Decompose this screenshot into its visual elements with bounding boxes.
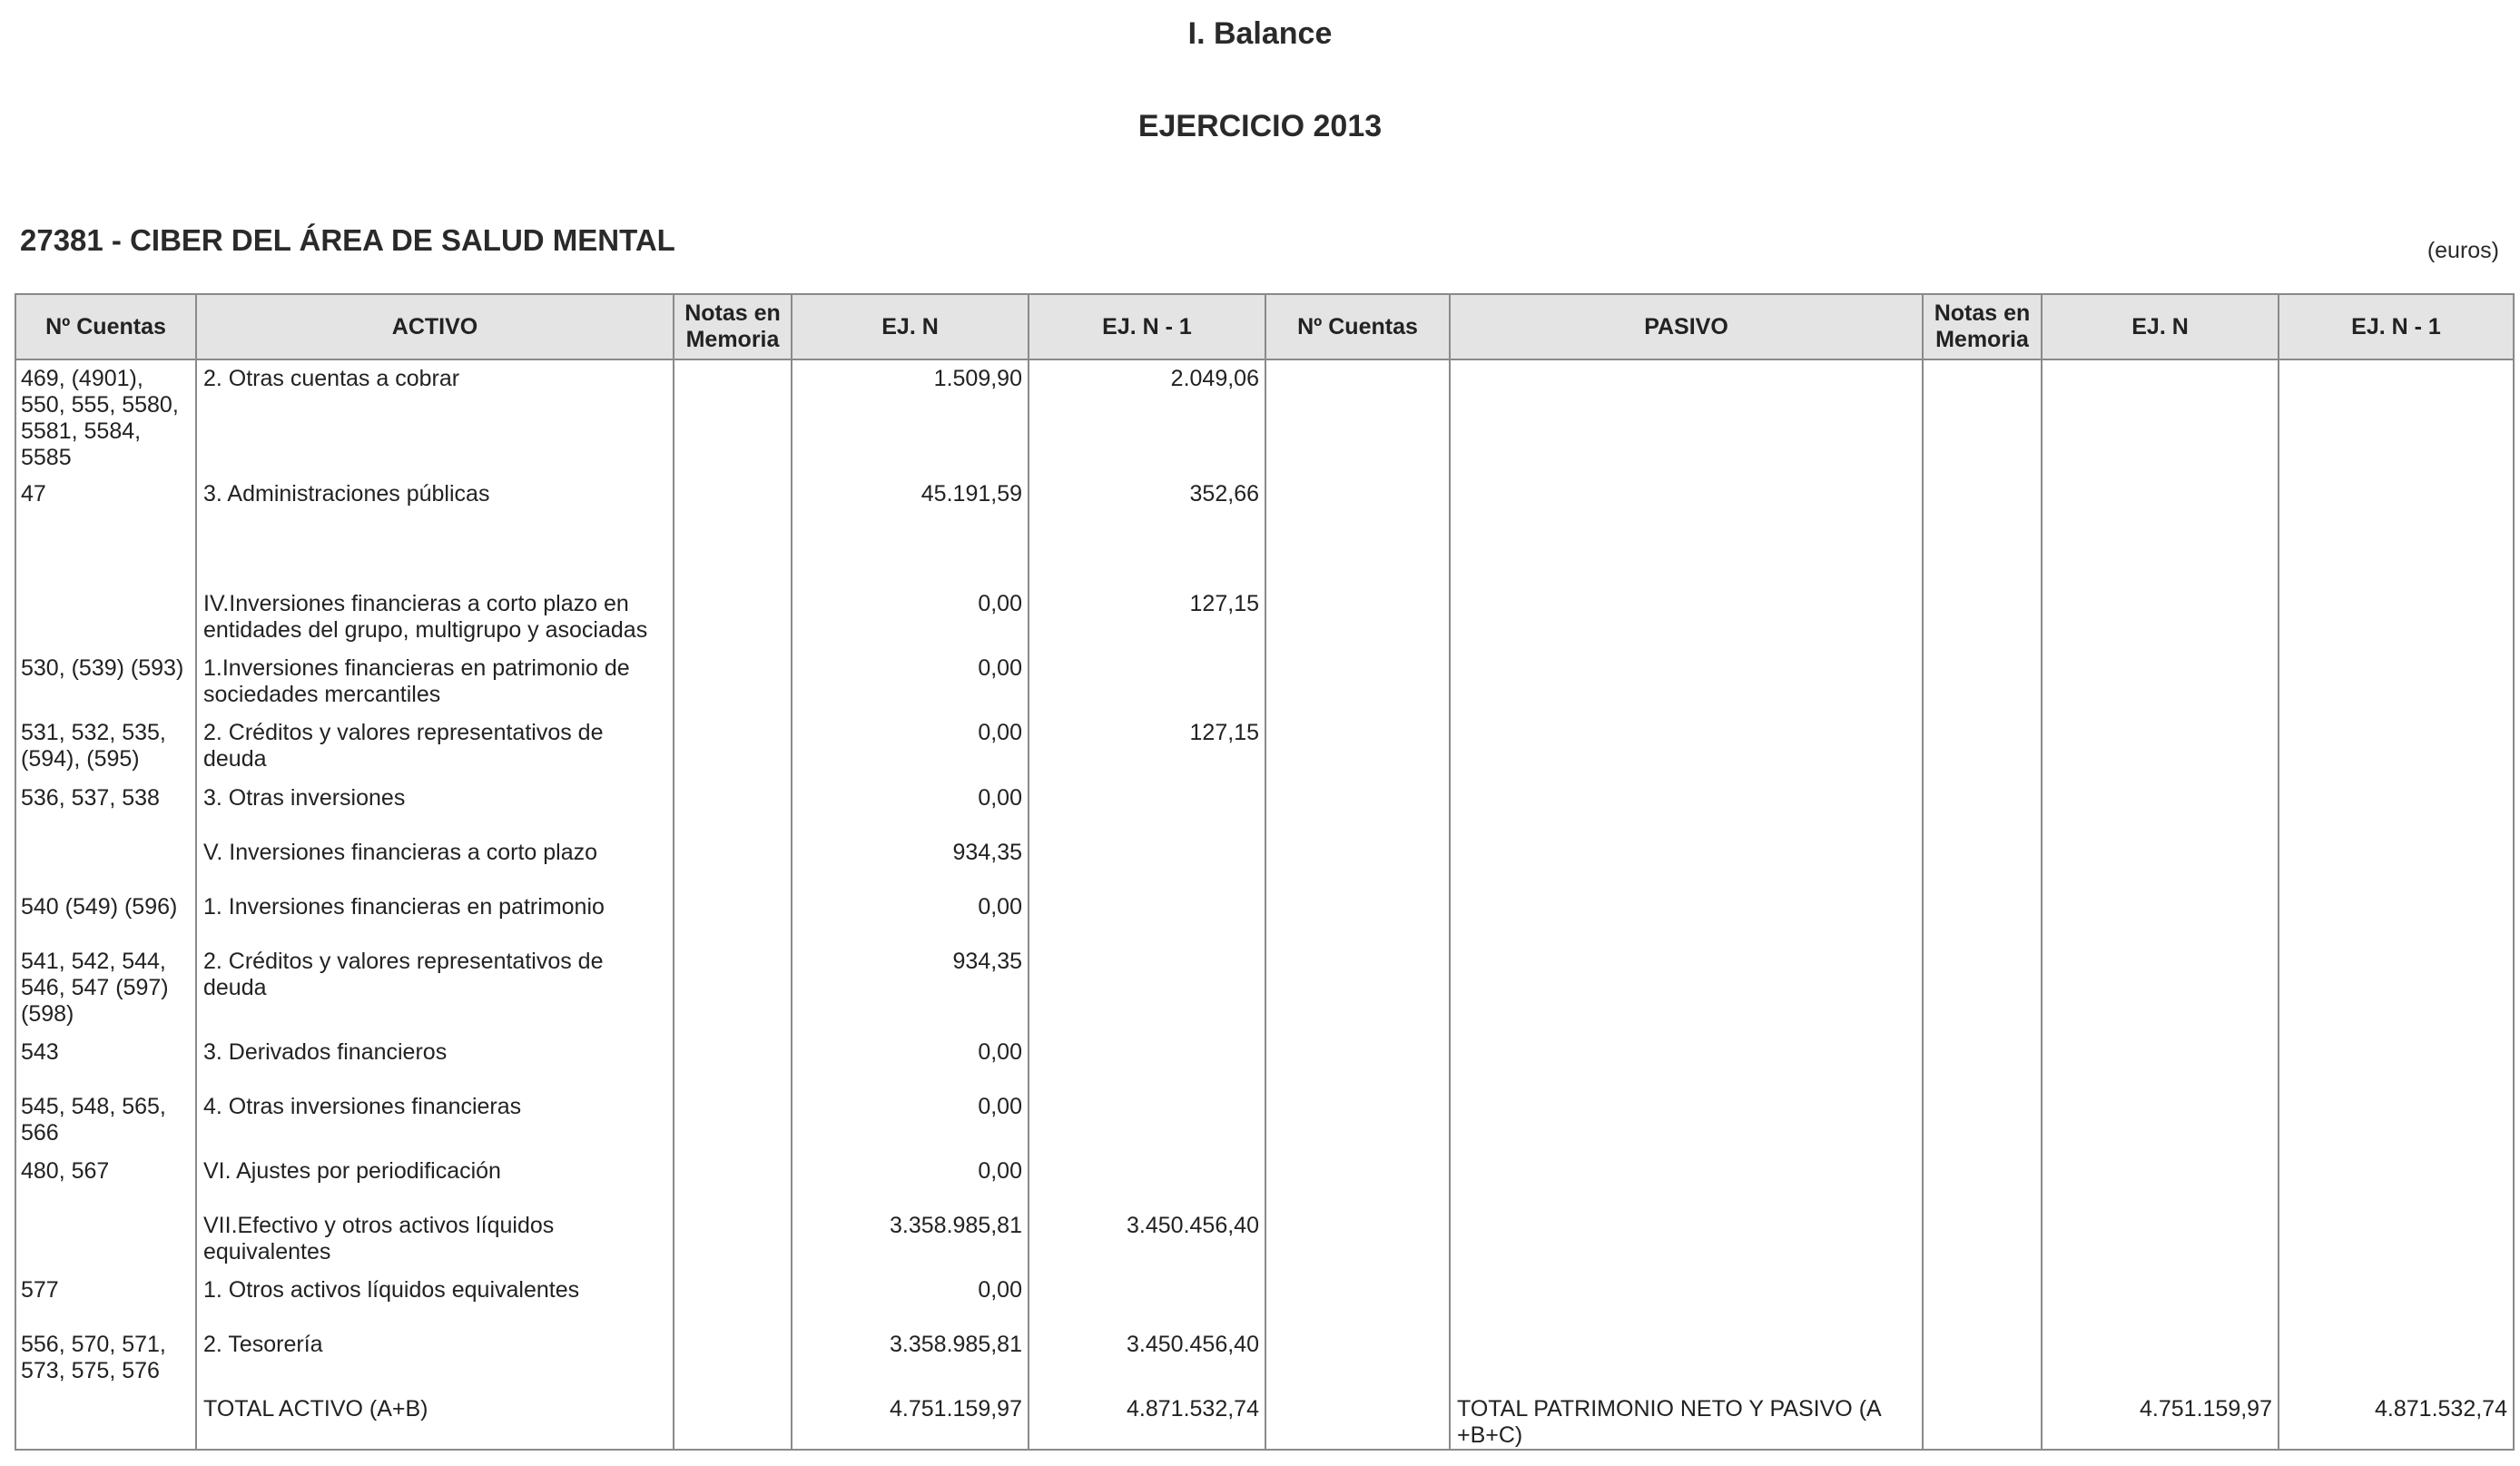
- cell-ejn1: 127,15: [1029, 714, 1265, 780]
- cell-cuentas-pasivo: [1265, 1088, 1450, 1153]
- cell-ejn1: 3.450.456,40: [1029, 1326, 1265, 1391]
- cell-notas: [674, 650, 792, 714]
- table-row: [15, 943, 2514, 1034]
- cell-ejn-pasivo: [2042, 476, 2279, 585]
- cell-ejn1: [1029, 780, 1265, 834]
- header-ejn-pasivo: EJ. N: [2042, 294, 2279, 359]
- cell-ejn-pasivo: [2042, 943, 2279, 1034]
- cell-cuentas: 577: [15, 1272, 196, 1326]
- cell-notas-pasivo: [1923, 476, 2042, 585]
- total-pasivo-ejn: 4.751.159,97: [2042, 1391, 2279, 1450]
- header-ejn1-activo: EJ. N - 1: [1029, 294, 1265, 359]
- cell-cuentas: 47: [15, 476, 196, 585]
- cell-ejn1-pasivo: [2279, 650, 2514, 714]
- cell-pasivo: [1450, 889, 1923, 943]
- cell-ejn: 0,00: [792, 780, 1029, 834]
- cell-cuentas-pasivo: [1265, 1391, 1450, 1450]
- header-cuentas-pasivo: Nº Cuentas: [1265, 294, 1450, 359]
- cell-cuentas: 469, (4901), 550, 555, 5580, 5581, 5584, 5585: [15, 359, 196, 476]
- cell-cuentas: 536, 537, 538: [15, 780, 196, 834]
- cell-ejn-pasivo: [2042, 889, 2279, 943]
- cell-notas-pasivo: [1923, 1326, 2042, 1391]
- cell-notas: [674, 1326, 792, 1391]
- cell-ejn1-pasivo: [2279, 714, 2514, 780]
- cell-cuentas-pasivo: [1265, 780, 1450, 834]
- cell-cuentas: 556, 570, 571, 573, 575, 576: [15, 1326, 196, 1391]
- cell-notas-pasivo: [1923, 1207, 2042, 1272]
- cell-ejn-pasivo: [2042, 650, 2279, 714]
- cell-ejn-pasivo: [2042, 714, 2279, 780]
- cell-notas-pasivo: [1923, 1088, 2042, 1153]
- cell-ejn-pasivo: [2042, 585, 2279, 650]
- cell-ejn1-pasivo: [2279, 1153, 2514, 1207]
- cell-notas-pasivo: [1923, 1272, 2042, 1326]
- cell-activo: 1.Inversiones financieras en patrimonio de sociedades mercantiles: [196, 650, 674, 714]
- total-pasivo-ejn1: 4.871.532,74: [2279, 1391, 2514, 1450]
- cell-ejn1: [1029, 943, 1265, 1034]
- cell-cuentas-pasivo: [1265, 585, 1450, 650]
- cell-notas: [674, 1207, 792, 1272]
- cell-notas-pasivo: [1923, 1153, 2042, 1207]
- cell-ejn: 45.191,59: [792, 476, 1029, 585]
- cell-cuentas-pasivo: [1265, 1153, 1450, 1207]
- cell-ejn-pasivo: [2042, 780, 2279, 834]
- cell-ejn1-pasivo: [2279, 780, 2514, 834]
- cell-cuentas-pasivo: [1265, 650, 1450, 714]
- cell-ejn: 934,35: [792, 834, 1029, 889]
- balance-table: [15, 293, 2515, 1451]
- cell-ejn: 0,00: [792, 1272, 1029, 1326]
- cell-ejn1-pasivo: [2279, 585, 2514, 650]
- cell-notas: [674, 585, 792, 650]
- cell-notas-pasivo: [1923, 359, 2042, 476]
- page-title: I. Balance: [1187, 16, 1333, 51]
- cell-cuentas-pasivo: [1265, 1034, 1450, 1088]
- cell-ejn1-pasivo: [2279, 1207, 2514, 1272]
- cell-notas-pasivo: [1923, 780, 2042, 834]
- cell-activo: VII.Efectivo y otros activos líquidos equivalentes: [196, 1207, 674, 1272]
- table-row: [15, 1088, 2514, 1153]
- cell-activo: V. Inversiones financieras a corto plazo: [196, 834, 674, 889]
- cell-ejn1: [1029, 650, 1265, 714]
- header-activo: ACTIVO: [196, 294, 674, 359]
- cell-ejn1: 352,66: [1029, 476, 1265, 585]
- cell-pasivo: [1450, 476, 1923, 585]
- cell-ejn-pasivo: [2042, 1272, 2279, 1326]
- cell-notas: [674, 889, 792, 943]
- cell-ejn-pasivo: [2042, 1034, 2279, 1088]
- cell-ejn1: [1029, 1272, 1265, 1326]
- cell-activo: 3. Administraciones públicas: [196, 476, 674, 585]
- cell-ejn: 0,00: [792, 1153, 1029, 1207]
- cell-ejn1-pasivo: [2279, 359, 2514, 476]
- cell-pasivo: [1450, 650, 1923, 714]
- cell-ejn1: 3.450.456,40: [1029, 1207, 1265, 1272]
- cell-pasivo: [1450, 359, 1923, 476]
- cell-pasivo: [1450, 1088, 1923, 1153]
- header-notas-pasivo: Notas en Memoria: [1923, 294, 2042, 359]
- cell-cuentas-pasivo: [1265, 889, 1450, 943]
- table-row: [15, 476, 2514, 585]
- header-cuentas-activo: Nº Cuentas: [15, 294, 196, 359]
- header-pasivo: PASIVO: [1450, 294, 1923, 359]
- cell-cuentas: 541, 542, 544, 546, 547 (597) (598): [15, 943, 196, 1034]
- cell-ejn1-pasivo: [2279, 1272, 2514, 1326]
- cell-notas: [674, 1088, 792, 1153]
- cell-notas: [674, 714, 792, 780]
- cell-ejn: 3.358.985,81: [792, 1326, 1029, 1391]
- cell-ejn: 0,00: [792, 650, 1029, 714]
- cell-cuentas: 540 (549) (596): [15, 889, 196, 943]
- total-activo-label: TOTAL ACTIVO (A+B): [196, 1391, 674, 1450]
- cell-notas-pasivo: [1923, 1391, 2042, 1450]
- cell-pasivo: [1450, 1034, 1923, 1088]
- cell-cuentas: [15, 834, 196, 889]
- cell-ejn1: [1029, 834, 1265, 889]
- cell-pasivo: [1450, 1207, 1923, 1272]
- cell-ejn-pasivo: [2042, 1088, 2279, 1153]
- cell-ejn: 0,00: [792, 889, 1029, 943]
- cell-ejn1: 127,15: [1029, 585, 1265, 650]
- cell-ejn1-pasivo: [2279, 943, 2514, 1034]
- table-row: [15, 889, 2514, 943]
- table-row: [15, 1272, 2514, 1326]
- table-row: [15, 1207, 2514, 1272]
- cell-ejn-pasivo: [2042, 1153, 2279, 1207]
- table-row: [15, 780, 2514, 834]
- cell-cuentas-pasivo: [1265, 834, 1450, 889]
- cell-cuentas: 543: [15, 1034, 196, 1088]
- cell-ejn-pasivo: [2042, 359, 2279, 476]
- table-row: [15, 1153, 2514, 1207]
- cell-cuentas: [15, 1207, 196, 1272]
- cell-ejn1: [1029, 889, 1265, 943]
- cell-notas: [674, 476, 792, 585]
- cell-cuentas-pasivo: [1265, 1207, 1450, 1272]
- cell-activo: 3. Derivados financieros: [196, 1034, 674, 1088]
- entity-name: 27381 - CIBER DEL ÁREA DE SALUD MENTAL: [20, 223, 675, 257]
- header-notas-activo: Notas en Memoria: [674, 294, 792, 359]
- cell-pasivo: [1450, 1272, 1923, 1326]
- cell-notas-pasivo: [1923, 714, 2042, 780]
- cell-ejn1-pasivo: [2279, 834, 2514, 889]
- table-row: [15, 1326, 2514, 1391]
- total-activo-ejn1: 4.871.532,74: [1029, 1391, 1265, 1450]
- table-row: [15, 650, 2514, 714]
- cell-cuentas-pasivo: [1265, 359, 1450, 476]
- cell-ejn: 3.358.985,81: [792, 1207, 1029, 1272]
- cell-notas-pasivo: [1923, 943, 2042, 1034]
- cell-notas-pasivo: [1923, 889, 2042, 943]
- cell-cuentas: 531, 532, 535, (594), (595): [15, 714, 196, 780]
- cell-ejn1: [1029, 1153, 1265, 1207]
- cell-ejn-pasivo: [2042, 1207, 2279, 1272]
- header-ejn1-pasivo: EJ. N - 1: [2279, 294, 2514, 359]
- cell-cuentas-pasivo: [1265, 1272, 1450, 1326]
- cell-ejn1-pasivo: [2279, 1088, 2514, 1153]
- total-row: [15, 1391, 2514, 1450]
- cell-pasivo: [1450, 943, 1923, 1034]
- cell-notas: [674, 943, 792, 1034]
- cell-cuentas-pasivo: [1265, 714, 1450, 780]
- cell-notas: [674, 1272, 792, 1326]
- cell-activo: 3. Otras inversiones: [196, 780, 674, 834]
- table-row: [15, 359, 2514, 476]
- cell-ejn: 0,00: [792, 1088, 1029, 1153]
- cell-cuentas: 545, 548, 565, 566: [15, 1088, 196, 1153]
- cell-ejn1-pasivo: [2279, 1326, 2514, 1391]
- cell-notas-pasivo: [1923, 585, 2042, 650]
- cell-notas: [674, 780, 792, 834]
- header-ejn-activo: EJ. N: [792, 294, 1029, 359]
- cell-notas: [674, 359, 792, 476]
- cell-cuentas: 480, 567: [15, 1153, 196, 1207]
- cell-notas-pasivo: [1923, 1034, 2042, 1088]
- cell-cuentas: [15, 585, 196, 650]
- cell-pasivo: [1450, 1153, 1923, 1207]
- cell-ejn1: 2.049,06: [1029, 359, 1265, 476]
- cell-activo: IV.Inversiones financieras a corto plazo en entidades del grupo, multigrupo y asociadas: [196, 585, 674, 650]
- cell-ejn1-pasivo: [2279, 889, 2514, 943]
- cell-notas: [674, 1153, 792, 1207]
- table-row: [15, 1034, 2514, 1088]
- cell-ejn-pasivo: [2042, 1326, 2279, 1391]
- cell-ejn1-pasivo: [2279, 1034, 2514, 1088]
- cell-ejn1-pasivo: [2279, 476, 2514, 585]
- cell-activo: 1. Otros activos líquidos equivalentes: [196, 1272, 674, 1326]
- total-pasivo-label: TOTAL PATRIMONIO NETO Y PASIVO (A +B+C): [1450, 1391, 1923, 1450]
- cell-activo: 1. Inversiones financieras en patrimonio: [196, 889, 674, 943]
- cell-pasivo: [1450, 780, 1923, 834]
- cell-notas: [674, 1391, 792, 1450]
- cell-pasivo: [1450, 1326, 1923, 1391]
- cell-activo: 2. Otras cuentas a cobrar: [196, 359, 674, 476]
- cell-ejn: 0,00: [792, 1034, 1029, 1088]
- cell-notas: [674, 1034, 792, 1088]
- cell-notas: [674, 834, 792, 889]
- cell-ejn: 1.509,90: [792, 359, 1029, 476]
- total-activo-ejn: 4.751.159,97: [792, 1391, 1029, 1450]
- cell-activo: 2. Créditos y valores representativos de deuda: [196, 714, 674, 780]
- cell-pasivo: [1450, 834, 1923, 889]
- cell-notas-pasivo: [1923, 834, 2042, 889]
- table-row: [15, 585, 2514, 650]
- cell-ejn-pasivo: [2042, 834, 2279, 889]
- cell-activo: VI. Ajustes por periodificación: [196, 1153, 674, 1207]
- cell-ejn1: [1029, 1088, 1265, 1153]
- cell-activo: 4. Otras inversiones financieras: [196, 1088, 674, 1153]
- cell-ejn: 0,00: [792, 714, 1029, 780]
- cell-ejn: 934,35: [792, 943, 1029, 1034]
- cell-activo: 2. Tesorería: [196, 1326, 674, 1391]
- cell-ejn: 0,00: [792, 585, 1029, 650]
- cell-notas-pasivo: [1923, 650, 2042, 714]
- table-header-row: [15, 294, 2514, 359]
- cell-pasivo: [1450, 585, 1923, 650]
- cell-cuentas-pasivo: [1265, 943, 1450, 1034]
- cell-cuentas-pasivo: [1265, 476, 1450, 585]
- cell-ejn1: [1029, 1034, 1265, 1088]
- table-row: [15, 714, 2514, 780]
- table-row: [15, 834, 2514, 889]
- cell-cuentas-pasivo: [1265, 1326, 1450, 1391]
- cell-activo: 2. Créditos y valores representativos de deuda: [196, 943, 674, 1034]
- currency-units: (euros): [2426, 238, 2499, 263]
- cell-cuentas: [15, 1391, 196, 1450]
- cell-cuentas: 530, (539) (593): [15, 650, 196, 714]
- fiscal-year-title: EJERCICIO 2013: [1137, 109, 1383, 143]
- cell-pasivo: [1450, 714, 1923, 780]
